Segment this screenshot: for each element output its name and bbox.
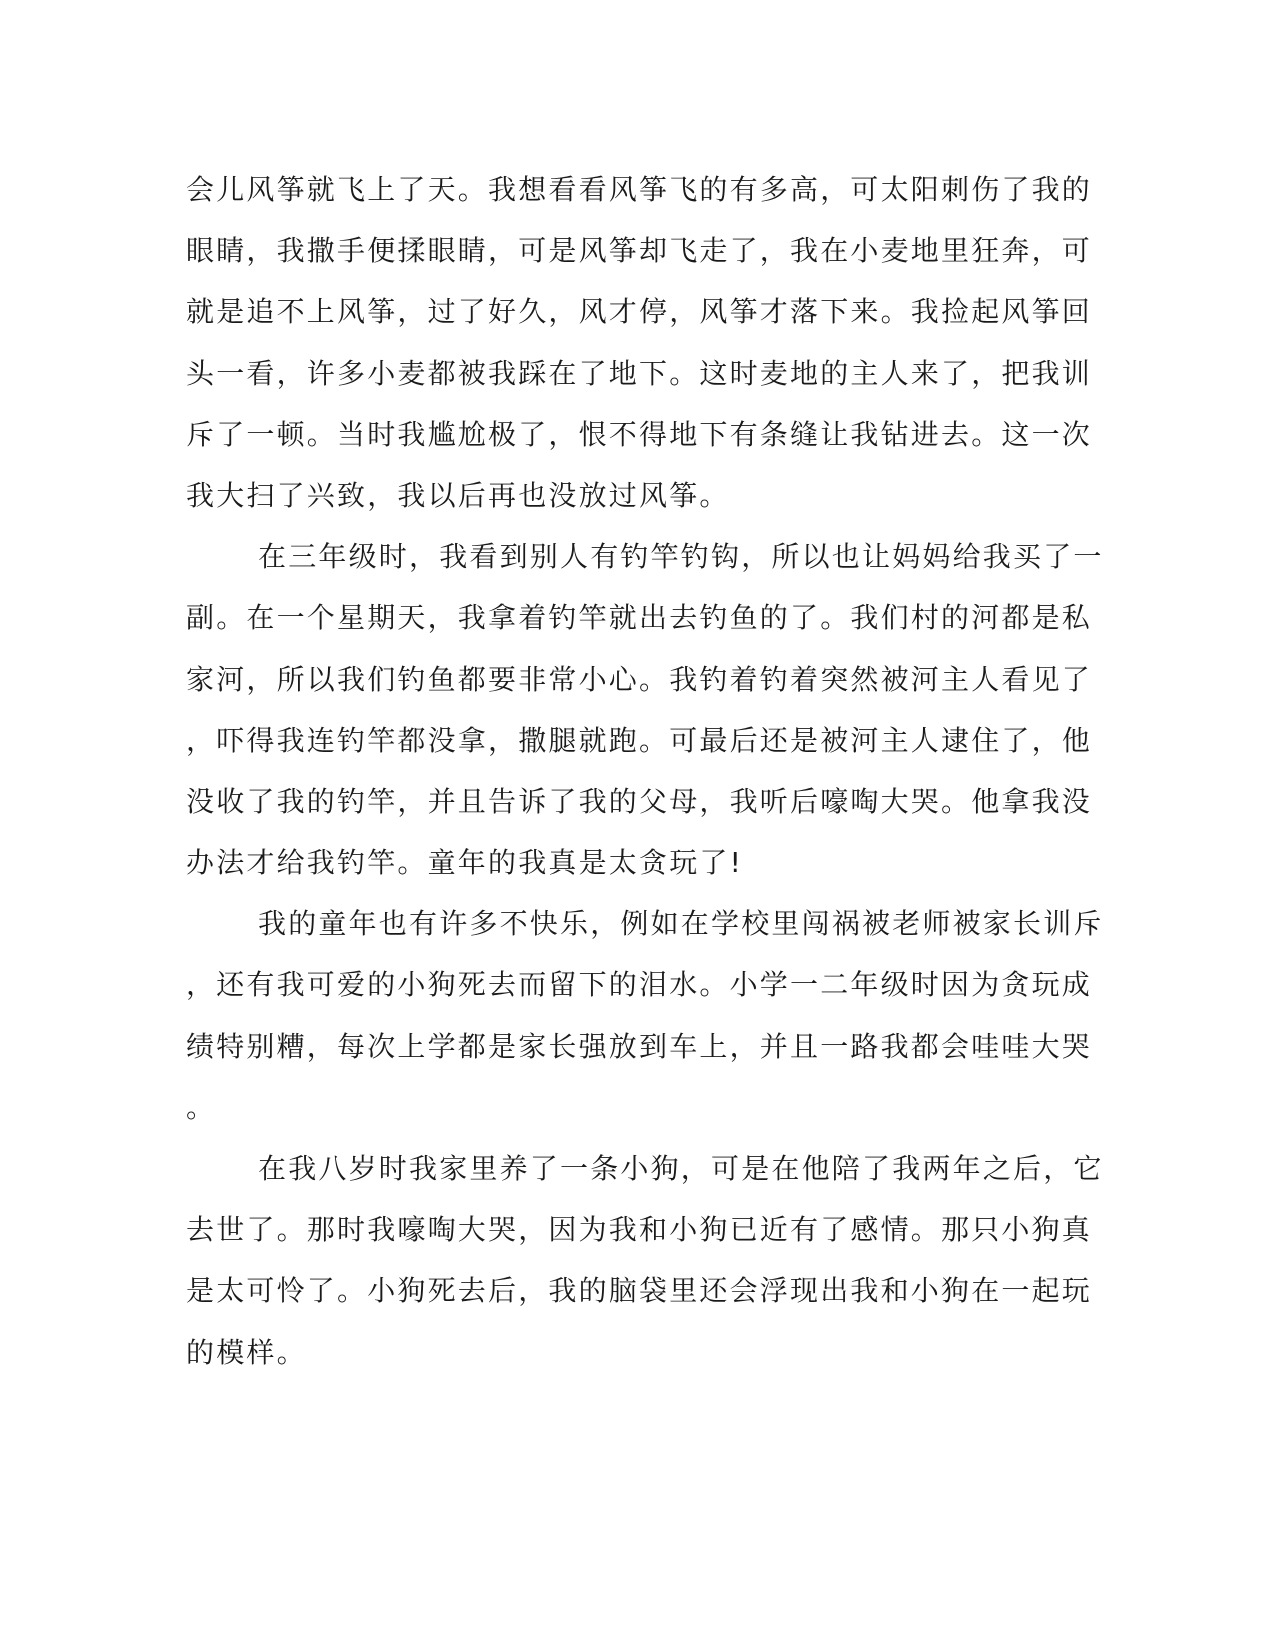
text-line: 副。在一个星期天，我拿着钓竿就出去钓鱼的了。我们村的河都是私 bbox=[186, 601, 1093, 635]
text-line: 会儿风筝就飞上了天。我想看看风筝飞的有多高，可太阳刺伤了我的 bbox=[186, 173, 1093, 206]
text-line: 。 bbox=[186, 1090, 217, 1124]
paragraph-fishing bbox=[186, 526, 1104, 893]
text-line: 斥了一顿。当时我尴尬极了，恨不得地下有条缝让我钻进去。这一次 bbox=[186, 417, 1093, 451]
text-line-indented: 在我八岁时我家里养了一条小狗，可是在他陪了我两年之后，它 bbox=[258, 1152, 1104, 1185]
text-line-indented: 在三年级时，我看到别人有钓竿钓钩，所以也让妈妈给我买了一 bbox=[258, 540, 1104, 574]
text-line: 办法才给我钓竿。童年的我真是太贪玩了! bbox=[186, 846, 744, 880]
text-line: 去世了。那时我嚎啕大哭，因为我和小狗已近有了感情。那只小狗真 bbox=[186, 1213, 1093, 1247]
text-line: 绩特别糟，每次上学都是家长强放到车上，并且一路我都会哇哇大哭 bbox=[186, 1029, 1093, 1063]
document-body bbox=[186, 159, 1104, 1383]
text-line: 就是追不上风筝，过了好久，风才停，风筝才落下来。我捡起风筝回 bbox=[186, 295, 1093, 329]
text-line: 我大扫了兴致，我以后再也没放过风筝。 bbox=[186, 478, 730, 512]
paragraph-unhappy bbox=[186, 893, 1104, 1138]
text-line: 没收了我的钓竿，并且告诉了我的父母，我听后嚎啕大哭。他拿我没 bbox=[186, 784, 1093, 818]
text-line: 头一看，许多小麦都被我踩在了地下。这时麦地的主人来了，把我训 bbox=[186, 356, 1093, 390]
paragraph-puppy bbox=[186, 1138, 1104, 1383]
text-line: 家河，所以我们钓鱼都要非常小心。我钓着钓着突然被河主人看见了 bbox=[186, 662, 1093, 696]
text-line: 是太可怜了。小狗死去后，我的脑袋里还会浮现出我和小狗在一起玩 bbox=[186, 1274, 1093, 1308]
text-line-indented: 我的童年也有许多不快乐，例如在学校里闯祸被老师被家长训斥 bbox=[258, 907, 1104, 941]
paragraph-kite bbox=[186, 159, 1093, 526]
text-line: ，还有我可爱的小狗死去而留下的泪水。小学一二年级时因为贪玩成 bbox=[186, 968, 1093, 1002]
text-line: 眼睛，我撒手便揉眼睛，可是风筝却飞走了，我在小麦地里狂奔，可 bbox=[186, 234, 1093, 268]
text-line: ，吓得我连钓竿都没拿，撒腿就跑。可最后还是被河主人逮住了，他 bbox=[186, 723, 1093, 757]
text-line: 的模样。 bbox=[186, 1335, 307, 1369]
